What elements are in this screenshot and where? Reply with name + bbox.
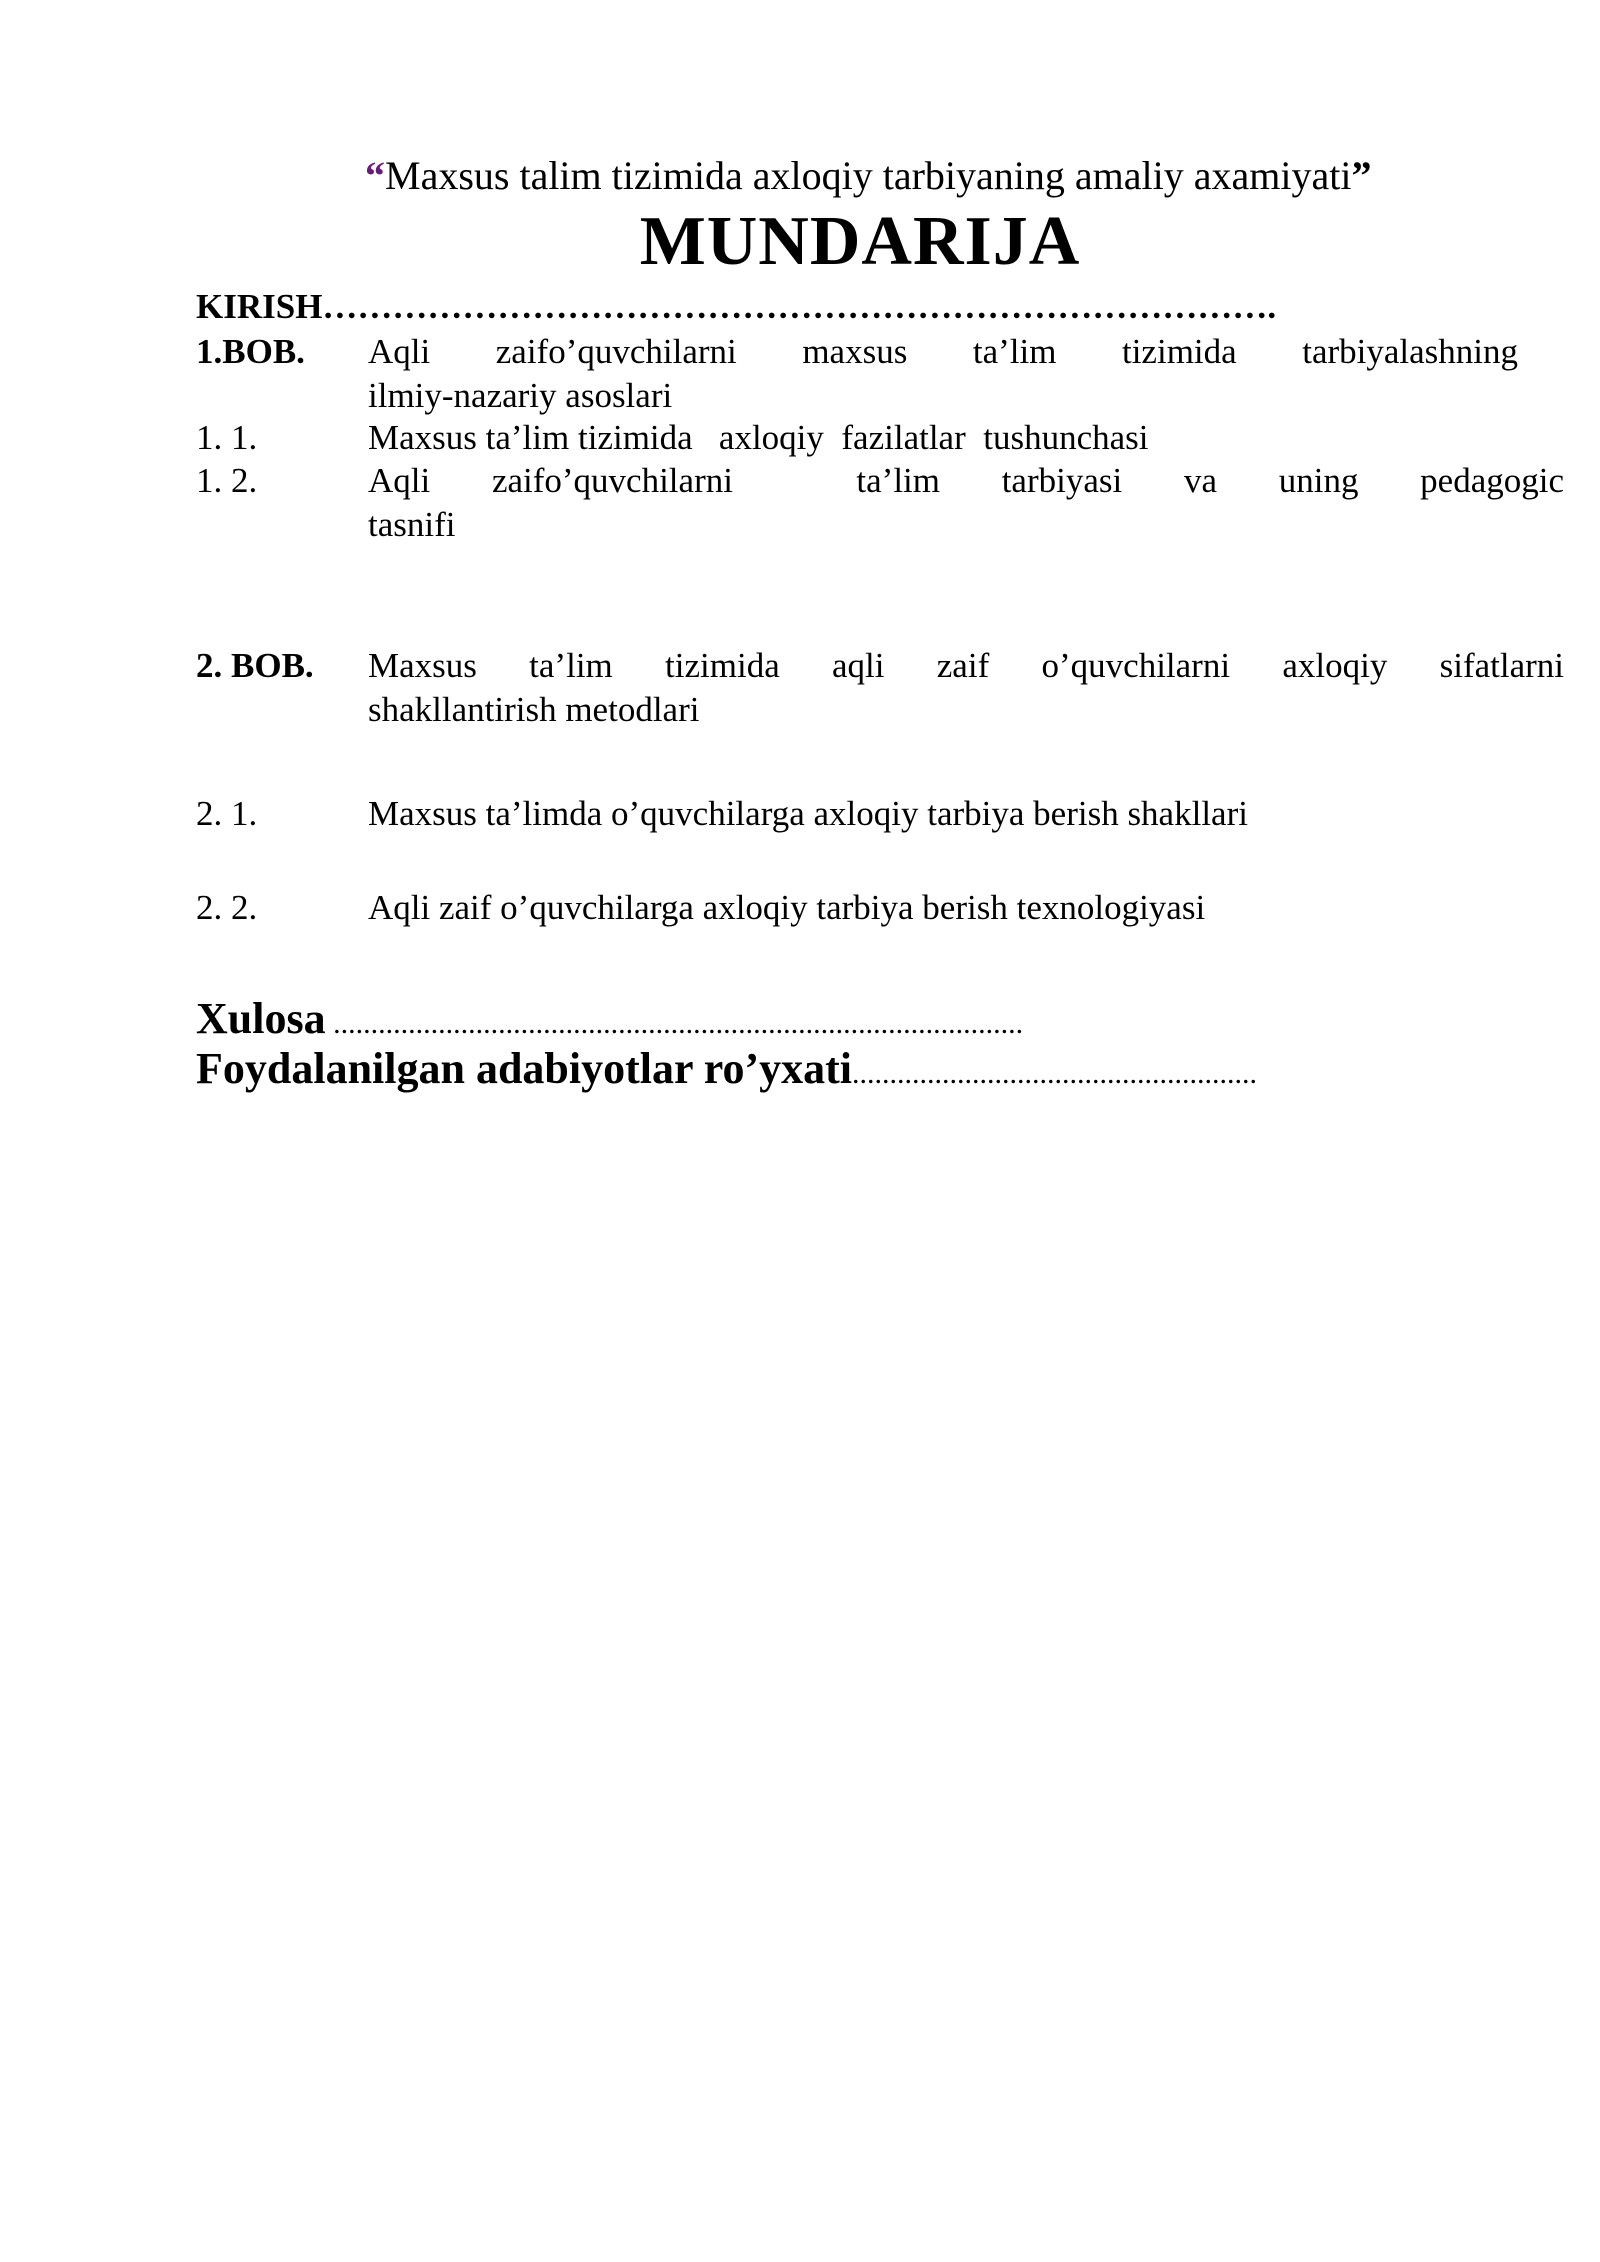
toc-entry-text: Aqli zaif o’quvchilarga axloqiy tarbiya berish texnologiyasi — [368, 888, 1206, 927]
toc-intro: KIRISH………………………………………………………………………. — [196, 287, 1277, 326]
toc-entry-number: 1. 1. — [196, 418, 258, 457]
toc-entry-text-line: tasnifi — [368, 505, 456, 544]
title-open-quote: “ — [365, 153, 385, 198]
toc-entry-text-line: ilmiy-nazariy asoslari — [368, 376, 673, 415]
references-label: Foydalanilgan adabiyotlar ro’yxati — [196, 1044, 853, 1093]
toc-entry-text — [368, 644, 1564, 732]
conclusion-label: Xulosa — [196, 994, 326, 1043]
contents-heading: MUNDARIJA — [639, 203, 1081, 280]
references-leader-dots: ...................................................... — [852, 1057, 1258, 1090]
toc-entry-text: Maxsus ta’limda o’quvchilarga axloqiy tarbiya berish shakllari — [368, 794, 1248, 833]
toc-entry-text-line: shakllantirish metodlari — [368, 690, 700, 729]
toc-references — [196, 1043, 1257, 1094]
toc-entry-text-line: Aqli zaifo’quvchilarni maxsus ta’lim tizimida tarbiyalashning — [368, 332, 1518, 371]
toc-entry-number: 1.BOB. — [196, 332, 305, 371]
title-close-quote: ” — [1351, 153, 1372, 198]
toc-entry-text — [368, 459, 1564, 547]
toc-entry-text-line: Maxsus ta’lim tizimida aqli zaif o’quvchilarni axloqiy sifatlarni — [368, 646, 1564, 685]
toc-entry-text: Maxsus ta’lim tizimida axloqiy fazilatlar tushunchasi — [368, 418, 1149, 457]
toc-conclusion — [196, 993, 1023, 1044]
toc-entry-number: 2. 1. — [196, 794, 258, 833]
toc-entry-text — [368, 330, 1518, 418]
conclusion-leader-dots: ............................................................................................ — [325, 1007, 1024, 1040]
document-title — [365, 152, 1371, 199]
toc-entry-number: 2. BOB. — [196, 646, 314, 685]
toc-entry-text-line: Aqli zaifo’quvchilarni ta’lim tarbiyasi va uning pedagogic — [368, 461, 1564, 500]
toc-entry-number: 2. 2. — [196, 888, 258, 927]
title-text: Maxsus talim tizimida axloqiy tarbiyaning amaliy axamiyati — [385, 153, 1352, 198]
toc-entry-number: 1. 2. — [196, 461, 258, 500]
